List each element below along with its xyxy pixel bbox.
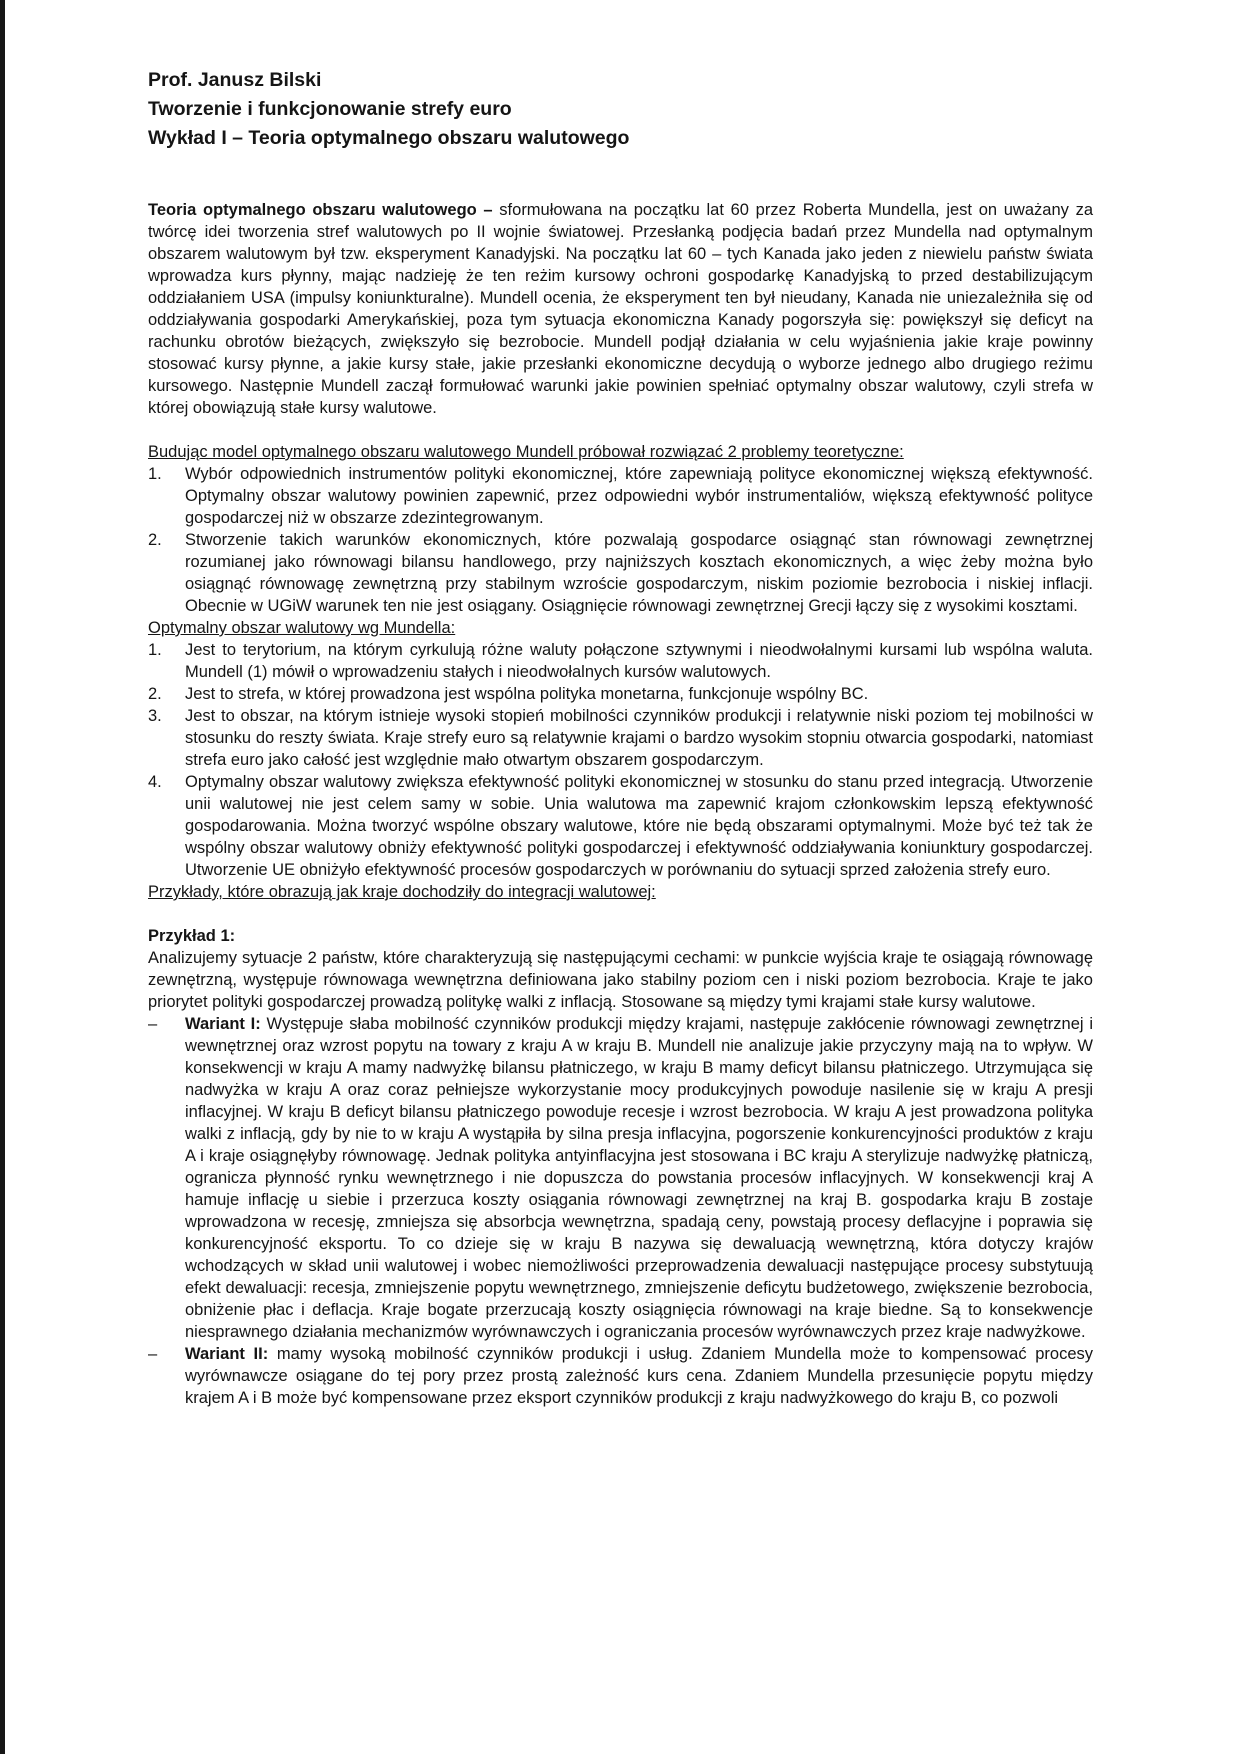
variants-list	[148, 1013, 1093, 1409]
variant-item	[148, 1013, 1093, 1343]
dash-bullet: –	[148, 1345, 158, 1363]
variant-label: Wariant I:	[185, 1015, 261, 1033]
item-number: 1.	[148, 641, 162, 659]
dash-bullet: –	[148, 1015, 158, 1033]
variant-text	[185, 1013, 1093, 1343]
variant-body: Występuje słaba mobilność czynników produkcji między krajami, następuje zakłócenie równowagi zewnętrznej i wewnętrznej oraz wzrost popytu na towary z kraju A w kraju B. Mundell nie analizuje jakie przyczyny mają na to wpływ. W konsekwencji w kraju A mamy nadwyżkę bilansu płatniczego, w kraju B mamy deficyt bilansu płatniczego. Utrzymująca się nadwyżka w kraju A oraz coraz pełniejsze wykorzystanie mocy produkcyjnych powoduje nasilenie się w kraju A presji inflacyjnej. W kraju B deficyt bilansu płatniczego powoduje recesje i wzrost bezrobocia. W kraju A jest prowadzona polityka walki z inflacją, gdy by nie to w kraju A wystąpiła by silna presja inflacyjna, pogorszenie konkurencyjności produktów z kraju A i kraje osiągnęłyby równowagę. Jednak polityka antyinflacyjna jest stosowana i BC kraju A sterylizuje nadwyżkę płatniczą, ogranicza płynność rynku wewnętrznego i nie dopuszcza do powstania procesów inflacyjnych. W konsekwencji kraj A hamuje inflację u siebie i przerzuca koszty osiągania równowagi zewnętrznej na kraj B. gospodarka kraju B zostaje wprowadzona w recesję, zmniejsza się absorbcja wewnętrzna, spadają ceny, powstają procesy deflacyjne i poprawia się konkurencyjność eksportu. To co dzieje się w kraju B nazywa się dewaluacją wewnętrzną, która dotyczy krajów wchodzących w skład unii walutowej i wobec niemożliwości przeprowadzenia dewaluacji następujące procesy substytuują efekt dewaluacji: recesja, zmniejszenie popytu wewnętrznego, zmniejszenie deficytu budżetowego, zwiększenie bezrobocia, obniżenie płac i deflacja. Kraje bogate przerzucają koszty osiągnięcia równowagi na kraje biedne. Są to konsekwencje niesprawnego działania mechanizmów wyrównawczych i ograniczania procesów wyrównawczych przez kraje nadwyżkowe.	[185, 1015, 1093, 1341]
list-item	[148, 529, 1093, 617]
list-item	[148, 771, 1093, 881]
list-item	[148, 683, 1093, 705]
mundell-criteria-list	[148, 639, 1093, 881]
item-text: Stworzenie takich warunków ekonomicznych, które pozwalają gospodarce osiągnąć stan równowagi zewnętrznej rozumianej jako równowagi bilansu handlowego, przy najniższych kosztach ekonomicznych, a więc żeby można było osiągnąć równowagę zewnętrzną przy stabilnym wzroście gospodarczym, niskim poziomie bezrobocia i niskiej inflacji. Obecnie w UGiW warunek ten nie jest osiągany. Osiągnięcie równowagi zewnętrznej Grecji łączy się z wysokimi kosztami.	[185, 531, 1093, 615]
list-item	[148, 639, 1093, 683]
item-text: Jest to terytorium, na którym cyrkulują różne waluty połączone sztywnymi i nieodwołalnymi kursami lub wspólna waluta. Mundell (1) mówił o wprowadzeniu stałych i nieodwołalnych kursów walutowych.	[185, 641, 1093, 681]
variant-body: mamy wysoką mobilność czynników produkcji i usług. Zdaniem Mundella może to kompensować procesy wyrównawcze osiągane do tej pory przez prostą zależność kurs cena. Zdaniem Mundella przesunięcie popytu między krajem A i B może być kompensowane przez eksport czynników produkcji z kraju nadwyżkowego do kraju B, co pozwoli	[185, 1345, 1093, 1407]
intro-paragraph	[148, 199, 1093, 419]
section-heading-examples: Przykłady, które obrazują jak kraje dochodziły do integracji walutowej:	[148, 883, 656, 901]
course-title: Tworzenie i funkcjonowanie strefy euro	[148, 98, 512, 120]
item-number: 4.	[148, 773, 162, 791]
model-problems-list	[148, 463, 1093, 617]
example1-label: Przykład 1:	[148, 927, 236, 945]
variant-label: Wariant II:	[185, 1345, 269, 1363]
item-number: 3.	[148, 707, 162, 725]
list-item	[148, 705, 1093, 771]
variant-text	[185, 1343, 1093, 1409]
item-text: Jest to obszar, na którym istnieje wysoki stopień mobilności czynników produkcji i relatywnie niski poziom tej mobilności w stosunku do reszty świata. Kraje strefy euro są relatywnie krajami o bardzo wysokim stopniu otwarcia gospodarki, natomiast strefa euro jako całość jest względnie mało otwartym obszarem gospodarczym.	[185, 707, 1093, 769]
list-item	[148, 463, 1093, 529]
intro-lead-bold: Teoria optymalnego obszaru walutowego –	[148, 201, 493, 219]
variant-item	[148, 1343, 1093, 1409]
example1-intro-paragraph: Analizujemy sytuacje 2 państw, które charakteryzują się następującymi cechami: w punkcie wyjścia kraje te osiągają równowagę zewnętrzną, występuje równowaga wewnętrzna definiowana jako stabilny poziom cen i niski poziom bezrobocia. Kraje te jako priorytet polityki gospodarczej prowadzą politykę walki z inflacją. Stosowane są między tymi krajami stałe kursy walutowe.	[148, 949, 1093, 1011]
lecture-title: Wykład I – Teoria optymalnego obszaru walutowego	[148, 127, 630, 149]
scan-edge-artifact	[0, 0, 5, 1754]
item-text: Jest to strefa, w której prowadzona jest wspólna polityka monetarna, funkcjonuje wspólny BC.	[185, 685, 869, 703]
document-header	[148, 66, 1093, 153]
item-text: Optymalny obszar walutowy zwiększa efektywność polityki ekonomicznej w stosunku do stanu przed integracją. Utworzenie unii walutowej nie jest celem samy w sobie. Unia walutowa ma zapewnić krajom członkowskim lepszą efektywność gospodarowania. Można tworzyć wspólne obszary walutowe, które nie będą obszarami optymalnymi. Może być też tak że wspólny obszar walutowy obniży efektywność polityki gospodarczej i efektywność oddziaływania koniunktury gospodarczej. Utworzenie UE obniżyło efektywność procesów gospodarczych w porównaniu do sytuacji sprzed założenia strefy euro.	[185, 773, 1093, 879]
item-number: 2.	[148, 531, 162, 549]
author-name: Prof. Janusz Bilski	[148, 69, 322, 91]
item-number: 1.	[148, 465, 162, 483]
intro-body-text: sformułowana na początku lat 60 przez Roberta Mundella, jest on uważany za twórcę idei tworzenia stref walutowych po II wojnie światowej. Przesłanką podjęcia badań przez Mundella nad optymalnym obszarem walutowym był tzw. eksperyment Kanadyjski. Na początku lat 60 – tych Kanada jako jeden z niewielu państw świata wprowadza kurs płynny, mając nadzieję że ten reżim kursowy ochroni gospodarkę Kanadyjską to przed destabilizującym oddziałaniem USA (impulsy koniunkturalne). Mundell ocenia, że eksperyment ten był nieudany, Kanada nie uniezależniła się od oddziaływania gospodarki Amerykańskiej, poza tym sytuacja ekonomiczna Kanady pogorszyła się: powiększył się deficyt na rachunku obrotów bieżących, zwiększyło się bezrobocie. Mundell podjął działania w celu wyjaśnienia jakie kraje powinny stosować kursy płynne, a jakie kursy stałe, jakie przesłanki ekonomiczne decydują o wyborze jednego albo drugiego reżimu kursowego. Następnie Mundell zaczął formułować warunki jakie powinien spełniać optymalny obszar walutowy, czyli strefa w której obowiązują stałe kursy walutowe.	[148, 201, 1094, 417]
section-heading-model: Budując model optymalnego obszaru walutowego Mundell próbował rozwiązać 2 problemy teoretyczne:	[148, 443, 904, 461]
item-text: Wybór odpowiednich instrumentów polityki ekonomicznej, które zapewniają polityce ekonomicznej większą efektywność. Optymalny obszar walutowy powinien zapewnić, przez odpowiedni wybór instrumentaliów, większą efektywność polityce gospodarczej niż w obszarze zdezintegrowanym.	[185, 465, 1093, 527]
item-number: 2.	[148, 685, 162, 703]
section-heading-mundell-criteria: Optymalny obszar walutowy wg Mundella:	[148, 619, 456, 637]
